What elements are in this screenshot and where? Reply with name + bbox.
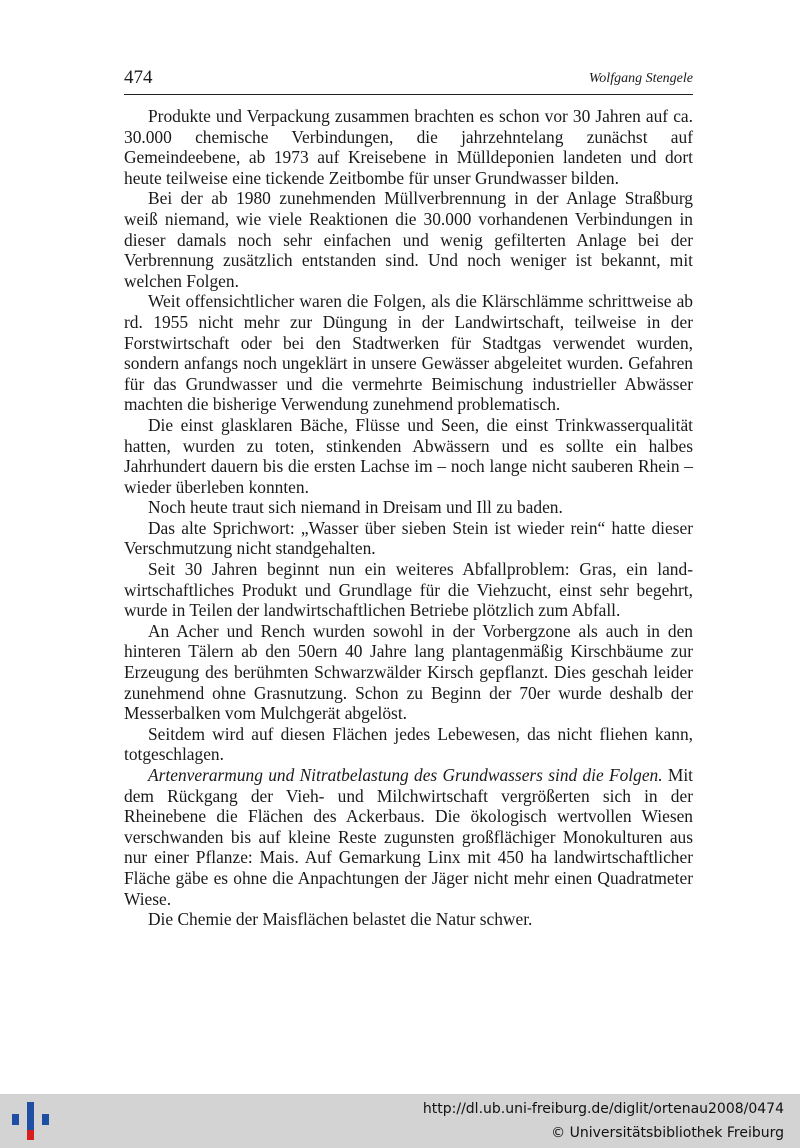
ub-freiburg-logo-icon: [10, 1100, 52, 1142]
paragraph: Seit 30 Jahren beginnt nun ein weiteres Abfallproblem: Gras, ein landwirtschaftliches Produkt und Grundlage für die Viehzucht, einst sehr begehrt, wurde in Teilen der landwirtschaftlichen Betriebe plötzlich zum Abfall.: [124, 559, 693, 621]
italic-lead-text: Artenverarmung und Nitratbelastung des Grundwassers sind die Folgen.: [148, 765, 663, 785]
page-header: [124, 66, 693, 95]
paragraph: Noch heute traut sich niemand in Dreisam und Ill zu baden.: [148, 497, 563, 518]
final-paragraph: Die Chemie der Maisflächen belastet die Natur schwer.: [148, 909, 533, 930]
paragraph-rest-text: Mit dem Rückgang der Vieh- und Milchwirtschaft vergrößerten sich in der Rheinebene die Flächen des Ackerbaus. Die ökologisch wertvollen Wiesen verschwanden bis auf kleine Reste zugunsten großflächiger Monokulturen aus nur einer Pflanze: Mais. Auf Gemarkung Linx mit 450 ha landwirtschaftlicher Fläche gäbe es ohne die Anpachtungen der Jäger nicht mehr einen Quadratmeter Wiese.: [124, 765, 693, 909]
paragraph: Weit offensichtlicher waren die Folgen, als die Klärschlämme schrittweise ab rd. 1955 nicht mehr zur Düngung in der Landwirtschaft, teilweise in der Forstwirtschaft oder bei den Stadtwerken für Stadtgas verwendet wurden, sondern anfangs noch ungeklärt in unsere Gewässer abgeleitet wurden. Gefahren für das Grundwasser und die vermehrte Beimischung industrieller Abwässer machten die bisherige Verwendung zunehmend problematisch.: [124, 291, 693, 415]
paragraph: Die einst glasklaren Bäche, Flüsse und Seen, die einst Trinkwasserqualität hatten, wurden zu toten, stinkenden Abwässern und es sollte ein halbes Jahrhundert dauern bis die ersten Lachse im – noch lange nicht sauberen Rhein – wieder überleben konnten.: [124, 414, 693, 497]
paragraph: Produkte und Verpackung zusammen brachten es schon vor 30 Jahren auf ca. 30.000 chemische Verbindungen, die jahrzehntelang zunächst auf Gemeindeebene, ab 1973 auf Kreisebene in Mülldeponien landeten und dort heute teilweise eine tickende Zeitbombe für unser Grundwasser bilden.: [124, 106, 693, 188]
permalink-url[interactable]: http://dl.ub.uni-freiburg.de/diglit/ortenau2008/0474: [422, 1101, 784, 1117]
paragraph: An Acher und Rench wurden sowohl in der Vorbergzone als auch in den hinteren Tälern ab den 50ern 40 Jahre lang plantagenmäßig Kirschbäume zur Erzeugung des berühmten Schwarzwälder Kirsch gepflanzt. Dies geschah leider zunehmend ohne Grasnutzung. Schon zu Beginn der 70er wurde deshalb der Messerbalken vom Mulchgerät abgelöst.: [124, 620, 693, 724]
footer-bar: [0, 1094, 800, 1148]
page-number: 474: [124, 67, 153, 88]
paragraph: Bei der ab 1980 zunehmenden Müllverbrennung in der Anlage Straßburg weiß niemand, wie viele Reaktionen die 30.000 vorhandenen Verbindungen in dieser damals noch sehr einfachen und wenig gefilterten Anlage bei der Verbrennung zusätzlich entstanden sind. Und noch weniger ist bekannt, mit welchen Folgen.: [124, 188, 693, 291]
paragraph-italic-lead: [124, 765, 693, 909]
article-body: [124, 106, 693, 930]
running-head-author: Wolfgang Stengele: [588, 71, 693, 86]
paragraph: Seitdem wird auf diesen Flächen jedes Lebewesen, das nicht fliehen kann, totgeschlagen.: [124, 723, 693, 765]
paragraph: Das alte Sprichwort: „Wasser über sieben Stein ist wieder rein“ hatte dieser Verschmutzung nicht standgehalten.: [124, 517, 693, 559]
copyright-notice: © Universitätsbibliothek Freiburg: [551, 1125, 784, 1141]
